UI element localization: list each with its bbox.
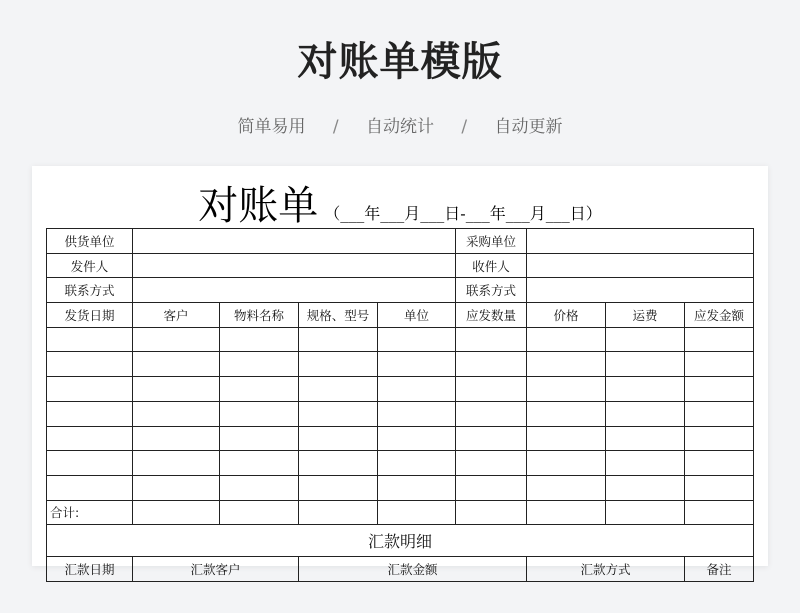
info-label: 供货单位 bbox=[47, 229, 133, 254]
table-cell[interactable] bbox=[220, 401, 299, 426]
tag-auto-stats: 自动统计 bbox=[366, 117, 434, 137]
tag-auto-update: 自动更新 bbox=[494, 117, 563, 137]
table-cell[interactable] bbox=[685, 426, 754, 451]
table-cell[interactable] bbox=[47, 451, 133, 476]
remit-section-title: 汇款明细 bbox=[47, 525, 754, 557]
column-header: 客户 bbox=[133, 303, 220, 328]
table-cell[interactable] bbox=[527, 327, 606, 352]
table-row bbox=[47, 451, 754, 476]
table-row bbox=[47, 475, 754, 500]
statement-sheet bbox=[32, 166, 768, 578]
table-cell[interactable] bbox=[606, 352, 685, 377]
table-cell[interactable] bbox=[456, 401, 527, 426]
info-value-cell[interactable] bbox=[133, 229, 456, 254]
table-cell[interactable] bbox=[378, 352, 456, 377]
remit-column-header: 汇款方式 bbox=[527, 557, 685, 582]
table-cell[interactable] bbox=[133, 377, 220, 402]
table-cell[interactable] bbox=[685, 327, 754, 352]
table-cell[interactable] bbox=[220, 352, 299, 377]
table-cell[interactable] bbox=[133, 327, 220, 352]
table-cell[interactable] bbox=[220, 377, 299, 402]
table-row bbox=[47, 401, 754, 426]
table-cell[interactable] bbox=[378, 377, 456, 402]
info-row bbox=[47, 278, 754, 303]
table-cell[interactable] bbox=[685, 352, 754, 377]
table-cell[interactable] bbox=[133, 401, 220, 426]
table-cell[interactable] bbox=[527, 426, 606, 451]
page-title: 对账单模版 bbox=[297, 39, 503, 85]
remit-column-header: 备注 bbox=[685, 557, 754, 582]
table-cell[interactable] bbox=[133, 426, 220, 451]
table-row bbox=[47, 377, 754, 402]
table-cell[interactable] bbox=[299, 327, 378, 352]
table-cell[interactable] bbox=[299, 426, 378, 451]
table-cell[interactable] bbox=[378, 327, 456, 352]
table-cell[interactable] bbox=[456, 352, 527, 377]
column-header: 价格 bbox=[527, 303, 606, 328]
table-cell[interactable] bbox=[456, 475, 527, 500]
table-cell[interactable] bbox=[606, 475, 685, 500]
table-cell[interactable] bbox=[220, 327, 299, 352]
table-cell[interactable] bbox=[47, 377, 133, 402]
info-label: 采购单位 bbox=[456, 229, 527, 254]
info-row bbox=[47, 253, 754, 278]
table-cell[interactable] bbox=[378, 451, 456, 476]
remit-column-header: 汇款日期 bbox=[47, 557, 133, 582]
info-value-cell[interactable] bbox=[527, 253, 754, 278]
table-cell[interactable] bbox=[378, 475, 456, 500]
table-cell[interactable] bbox=[378, 426, 456, 451]
column-header: 应发数量 bbox=[456, 303, 527, 328]
table-cell[interactable] bbox=[606, 451, 685, 476]
info-label: 联系方式 bbox=[47, 278, 133, 303]
remit-section-row bbox=[47, 525, 754, 557]
info-label: 收件人 bbox=[456, 253, 527, 278]
table-cell[interactable] bbox=[527, 401, 606, 426]
tag-easy: 简单易用 bbox=[237, 117, 306, 137]
table-cell[interactable] bbox=[47, 352, 133, 377]
table-cell[interactable] bbox=[456, 327, 527, 352]
table-cell[interactable] bbox=[299, 451, 378, 476]
table-cell[interactable] bbox=[133, 451, 220, 476]
info-value-cell[interactable] bbox=[133, 278, 456, 303]
table-cell[interactable] bbox=[220, 426, 299, 451]
total-row bbox=[47, 500, 754, 525]
table-row bbox=[47, 327, 754, 352]
table-row bbox=[47, 426, 754, 451]
column-header: 运费 bbox=[606, 303, 685, 328]
info-value-cell[interactable] bbox=[527, 278, 754, 303]
table-cell[interactable] bbox=[456, 377, 527, 402]
table-cell[interactable] bbox=[133, 500, 220, 525]
table-cell[interactable] bbox=[133, 475, 220, 500]
table-cell[interactable] bbox=[685, 401, 754, 426]
table-cell[interactable] bbox=[527, 475, 606, 500]
info-label: 发件人 bbox=[47, 253, 133, 278]
table-cell[interactable] bbox=[299, 475, 378, 500]
table-cell[interactable] bbox=[220, 475, 299, 500]
table-cell[interactable] bbox=[606, 500, 685, 525]
column-header: 应发金额 bbox=[685, 303, 754, 328]
table-cell[interactable] bbox=[685, 377, 754, 402]
table-cell[interactable] bbox=[456, 500, 527, 525]
table-cell[interactable] bbox=[606, 401, 685, 426]
total-label: 合计: bbox=[47, 500, 133, 525]
tag-separator: / bbox=[332, 117, 339, 137]
table-cell[interactable] bbox=[606, 377, 685, 402]
table-cell[interactable] bbox=[133, 352, 220, 377]
table-cell[interactable] bbox=[47, 401, 133, 426]
table-cell[interactable] bbox=[299, 401, 378, 426]
table-cell[interactable] bbox=[527, 377, 606, 402]
statement-title: 对账单 bbox=[198, 183, 319, 229]
column-header: 发货日期 bbox=[47, 303, 133, 328]
statement-header bbox=[32, 174, 768, 231]
tag-separator: / bbox=[461, 117, 468, 137]
feature-tags bbox=[0, 112, 800, 137]
table-cell[interactable] bbox=[47, 327, 133, 352]
table-cell[interactable] bbox=[685, 500, 754, 525]
table-cell[interactable] bbox=[47, 475, 133, 500]
table-cell[interactable] bbox=[299, 352, 378, 377]
table-cell[interactable] bbox=[220, 451, 299, 476]
table-cell[interactable] bbox=[527, 500, 606, 525]
info-value-cell[interactable] bbox=[527, 229, 754, 254]
info-label: 联系方式 bbox=[456, 278, 527, 303]
table-cell[interactable] bbox=[299, 377, 378, 402]
column-header-row bbox=[47, 303, 754, 328]
table-cell[interactable] bbox=[378, 401, 456, 426]
remit-column-header: 汇款金额 bbox=[299, 557, 527, 582]
table-cell[interactable] bbox=[606, 327, 685, 352]
table-cell[interactable] bbox=[685, 475, 754, 500]
statement-table bbox=[46, 228, 754, 582]
table-cell[interactable] bbox=[220, 500, 299, 525]
table-row bbox=[47, 352, 754, 377]
table-cell[interactable] bbox=[456, 426, 527, 451]
date-range: （___年___月___日-___年___月___日） bbox=[324, 204, 602, 223]
remit-header-row bbox=[47, 557, 754, 582]
column-header: 单位 bbox=[378, 303, 456, 328]
remit-column-header: 汇款客户 bbox=[133, 557, 299, 582]
table-cell[interactable] bbox=[299, 500, 378, 525]
table-cell[interactable] bbox=[527, 352, 606, 377]
info-row bbox=[47, 229, 754, 254]
table-cell[interactable] bbox=[606, 426, 685, 451]
table-cell[interactable] bbox=[378, 500, 456, 525]
table-cell[interactable] bbox=[527, 451, 606, 476]
table-cell[interactable] bbox=[685, 451, 754, 476]
table-cell[interactable] bbox=[47, 426, 133, 451]
info-value-cell[interactable] bbox=[133, 253, 456, 278]
table-cell[interactable] bbox=[456, 451, 527, 476]
column-header: 物料名称 bbox=[220, 303, 299, 328]
column-header: 规格、型号 bbox=[299, 303, 378, 328]
